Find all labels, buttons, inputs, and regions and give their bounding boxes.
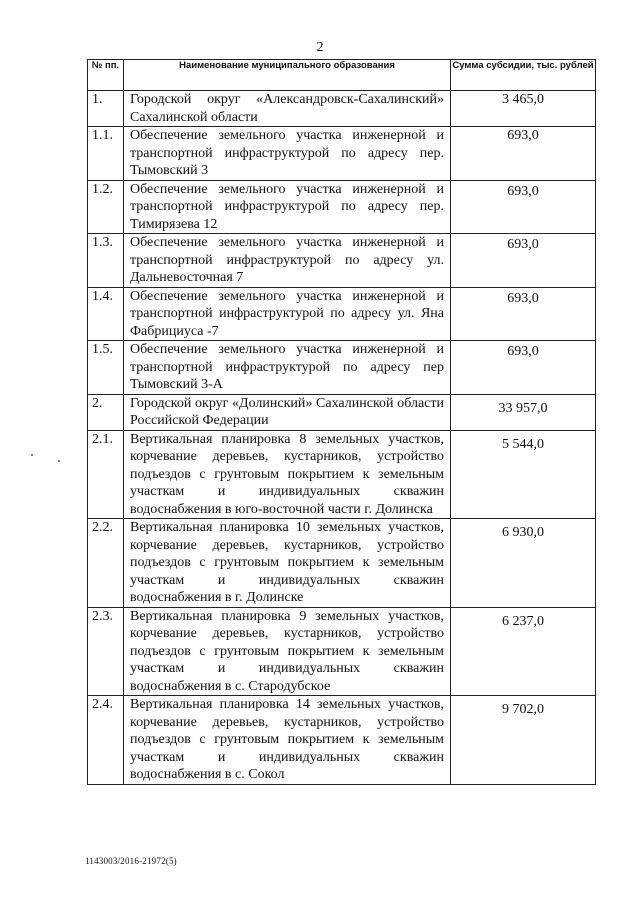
row-name: Обеспечение земельного участка инженерной и транспортной инфраструктурой по адресу пер. Тимирязева 12: [124, 180, 451, 234]
row-sum: 33 957,0: [451, 394, 596, 430]
row-name: Вертикальная планировка 8 земельных участков, корчевание деревьев, кустарников, устройство подъездов с грунтовым покрытием к земельным участкам и индивидуальных скважин водоснабжения в юго-восточной части г. Долинска: [124, 430, 451, 519]
table-row: [88, 394, 596, 430]
subsidy-table: [87, 59, 596, 785]
row-name: Вертикальная планировка 10 земельных участков, корчевание деревьев, кустарников, устройство подъездов с грунтовым покрытием к земельным участкам и индивидуальных скважин водоснабжения в г. Долинске: [124, 519, 451, 608]
row-sum: 693,0: [451, 127, 596, 181]
document-code: 1143003/2016-21972(5): [85, 856, 177, 866]
scan-speck: [31, 454, 33, 456]
column-header-sum: Сумма субсидии, тыс. рублей: [451, 60, 596, 91]
row-sum: 693,0: [451, 234, 596, 288]
table-header-row: [88, 60, 596, 91]
table-row: [88, 287, 596, 341]
column-header-name: Наименование муниципального образования: [124, 60, 451, 91]
table-row: [88, 234, 596, 288]
row-number: 1.4.: [88, 287, 124, 341]
row-number: 2.1.: [88, 430, 124, 519]
row-number: 1.2.: [88, 180, 124, 234]
row-number: 2.4.: [88, 696, 124, 785]
table-row: [88, 519, 596, 608]
row-sum: 5 544,0: [451, 430, 596, 519]
table-row: [88, 430, 596, 519]
row-number: 1.5.: [88, 341, 124, 395]
row-number: 2.3.: [88, 607, 124, 696]
row-number: 1.3.: [88, 234, 124, 288]
row-sum: 3 465,0: [451, 91, 596, 127]
row-sum: 6 930,0: [451, 519, 596, 608]
row-number: 1.: [88, 91, 124, 127]
row-name: Вертикальная планировка 14 земельных участков, корчевание деревьев, кустарников, устройство подъездов с грунтовым покрытием к земельным участкам и индивидуальных скважин водоснабжения в с. Сокол: [124, 696, 451, 785]
row-name: Обеспечение земельного участка инженерной и транспортной инфраструктурой по адресу пер Тымовский 3-А: [124, 341, 451, 395]
row-name: Вертикальная планировка 9 земельных участков, корчевание деревьев, кустарников, устройство подъездов с грунтовым покрытием к земельным участкам и индивидуальных скважин водоснабжения в с. Стародубское: [124, 607, 451, 696]
row-name: Обеспечение земельного участка инженерной и транспортной инфраструктурой по адресу ул. Яна Фабрициуса -7: [124, 287, 451, 341]
row-name: Обеспечение земельного участка инженерной и транспортной инфраструктурой по адресу пер. Тымовский 3: [124, 127, 451, 181]
row-sum: 6 237,0: [451, 607, 596, 696]
row-name: Обеспечение земельного участка инженерной и транспортной инфраструктурой по адресу ул. Дальневосточная 7: [124, 234, 451, 288]
scan-speck: [58, 460, 60, 462]
table-row: [88, 607, 596, 696]
row-sum: 693,0: [451, 287, 596, 341]
row-number: 1.1.: [88, 127, 124, 181]
row-sum: 693,0: [451, 180, 596, 234]
row-name: Городской округ «Долинский» Сахалинской области Российской Федерации: [124, 394, 451, 430]
row-name: Городской округ «Александровск-Сахалинский» Сахалинской области: [124, 91, 451, 127]
table-row: [88, 127, 596, 181]
row-number: 2.: [88, 394, 124, 430]
page-number: 2: [316, 40, 324, 55]
table-row: [88, 341, 596, 395]
table-row: [88, 91, 596, 127]
table-row: [88, 696, 596, 785]
column-header-num: № пп.: [88, 60, 124, 91]
row-number: 2.2.: [88, 519, 124, 608]
row-sum: 693,0: [451, 341, 596, 395]
table-row: [88, 180, 596, 234]
row-sum: 9 702,0: [451, 696, 596, 785]
